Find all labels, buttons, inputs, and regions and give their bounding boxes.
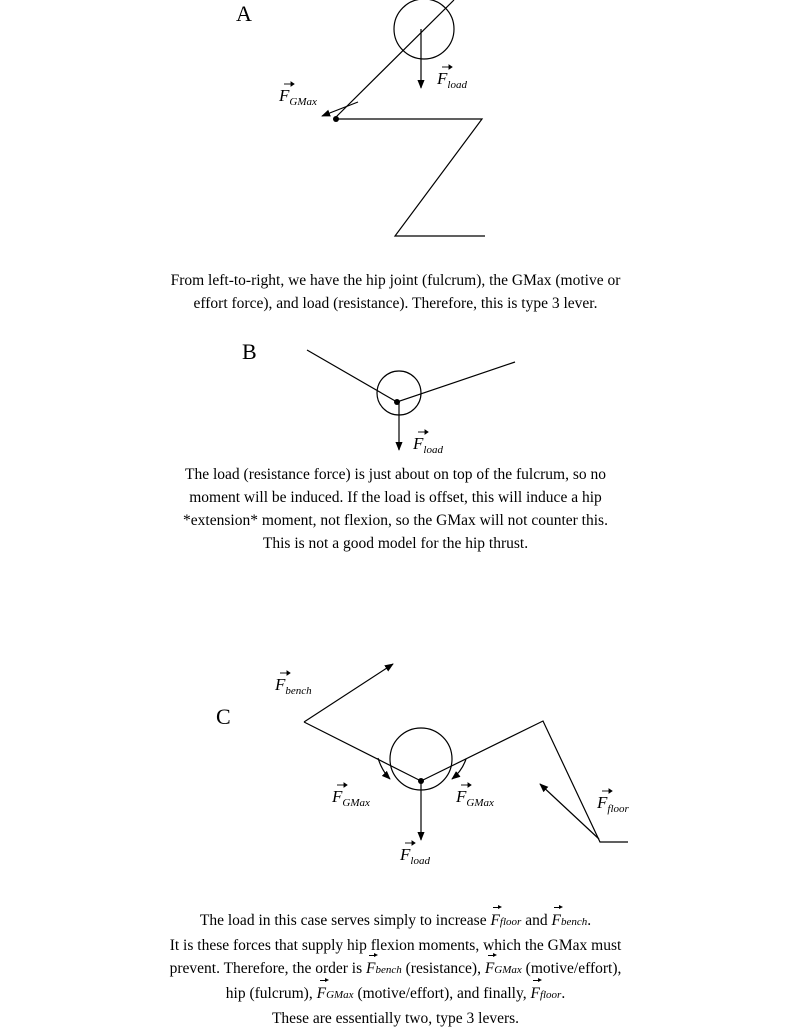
caption-c-line-3-mid1: (resistance), — [405, 960, 481, 977]
caption-c-line-4-mid: (motive/effort), and finally, — [357, 985, 527, 1002]
caption-c-line-1-and: and — [525, 912, 548, 929]
symbol-f-gmax-2: F — [317, 982, 326, 1005]
caption-b-line-2: moment will be induced. If the load is offset, this will induce a hip — [189, 489, 602, 506]
caption-c-line-2: It is these forces that supply hip flexion moments, which the GMax must — [169, 937, 622, 954]
vector-arrow-marks — [280, 65, 612, 845]
panel-c-caption — [0, 909, 791, 1030]
panel-a-torso-line — [334, 0, 454, 119]
symbol-f-bench-2-sub: bench — [375, 964, 402, 976]
panel-b-load-label: $F_{load}$ — [413, 434, 443, 456]
panel-c-gmax-right-label: $F_{GMax}$ — [456, 787, 494, 809]
caption-a-line-2: effort force), and load (resistance). Therefore, this is type 3 lever. — [193, 295, 598, 312]
vec-head-c-gmax-right — [468, 783, 471, 787]
caption-c-line-3-text: prevent. Therefore, the order is — [169, 960, 363, 977]
vec-head-c-bench — [287, 671, 290, 675]
panel-c-gmax-left-arrow — [378, 758, 390, 779]
panel-a-letter: A — [236, 1, 252, 26]
caption-c-line-1 — [0, 909, 791, 934]
panel-a-gmax-arrow — [322, 102, 358, 116]
panel-c-load-label: $F_{load}$ — [400, 845, 430, 867]
caption-b-line-4: This is not a good model for the hip thrust. — [262, 535, 529, 552]
caption-c-line-1-end: . — [587, 912, 592, 929]
panel-b-caption — [0, 463, 791, 555]
caption-a-line-1: From left-to-right, we have the hip joint (fulcrum), the GMax (motive or — [170, 272, 621, 289]
panel-b-letter: B — [242, 339, 257, 364]
caption-c-line-3-mid2: (motive/effort), — [525, 960, 622, 977]
caption-c-line-4-end: . — [561, 985, 566, 1002]
vec-head-a-gmax — [291, 82, 294, 86]
caption-c-line-4 — [0, 982, 791, 1007]
panel-c-floor-label: $F_{floor}$ — [597, 793, 629, 815]
panel-a-caption — [0, 269, 791, 315]
symbol-f-floor: F — [490, 909, 499, 932]
vec-head-c-floor — [609, 789, 612, 793]
panel-c-diagram — [216, 664, 630, 867]
symbol-f-floor-2: F — [530, 982, 539, 1005]
symbol-f-floor-2-sub: floor — [539, 989, 562, 1001]
panel-a-hip-joint — [333, 116, 339, 122]
vec-head-c-load — [412, 841, 415, 845]
vec-head-b-load — [425, 430, 428, 434]
symbol-f-bench-2: F — [366, 957, 375, 980]
symbol-f-bench: F — [551, 909, 560, 932]
caption-c-line-5: These are essentially two, type 3 levers. — [271, 1010, 520, 1027]
panel-b-body-lines — [307, 350, 515, 402]
symbol-f-gmax-2-sub: GMax — [326, 989, 354, 1001]
caption-b-line-3: *extension* moment, not flexion, so the GMax will not counter this. — [183, 512, 608, 529]
symbol-f-gmax: F — [485, 957, 494, 980]
vec-head-a-load — [449, 65, 452, 69]
caption-b-line-1: The load (resistance force) is just about on top of the fulcrum, so no — [185, 466, 606, 483]
caption-c-line-4-text: hip (fulcrum), — [225, 985, 313, 1002]
panel-a-gmax-label: $F_{GMax}$ — [279, 86, 317, 108]
caption-c-line-3 — [0, 957, 791, 982]
panel-a-load-label: $F_{load}$ — [437, 69, 467, 91]
panel-c-floor-arrow — [540, 784, 599, 839]
panel-c-gmax-left-label: $F_{GMax}$ — [332, 787, 370, 809]
panel-c-bench-label: $F_{bench}$ — [275, 675, 312, 697]
caption-c-line-1-text: The load in this case serves simply to increase — [199, 912, 487, 929]
vec-head-c-gmax-left — [344, 783, 347, 787]
panel-c-letter: C — [216, 704, 231, 729]
panel-a-diagram — [236, 0, 485, 236]
panel-c-bench-arrow — [304, 664, 393, 722]
symbol-f-gmax-sub: GMax — [494, 964, 522, 976]
symbol-f-floor-sub: floor — [499, 916, 522, 928]
panel-c-body-lines — [304, 721, 628, 842]
panel-b-diagram — [242, 339, 515, 456]
panel-a-leg-lines — [334, 119, 485, 236]
symbol-f-bench-sub: bench — [560, 916, 588, 928]
